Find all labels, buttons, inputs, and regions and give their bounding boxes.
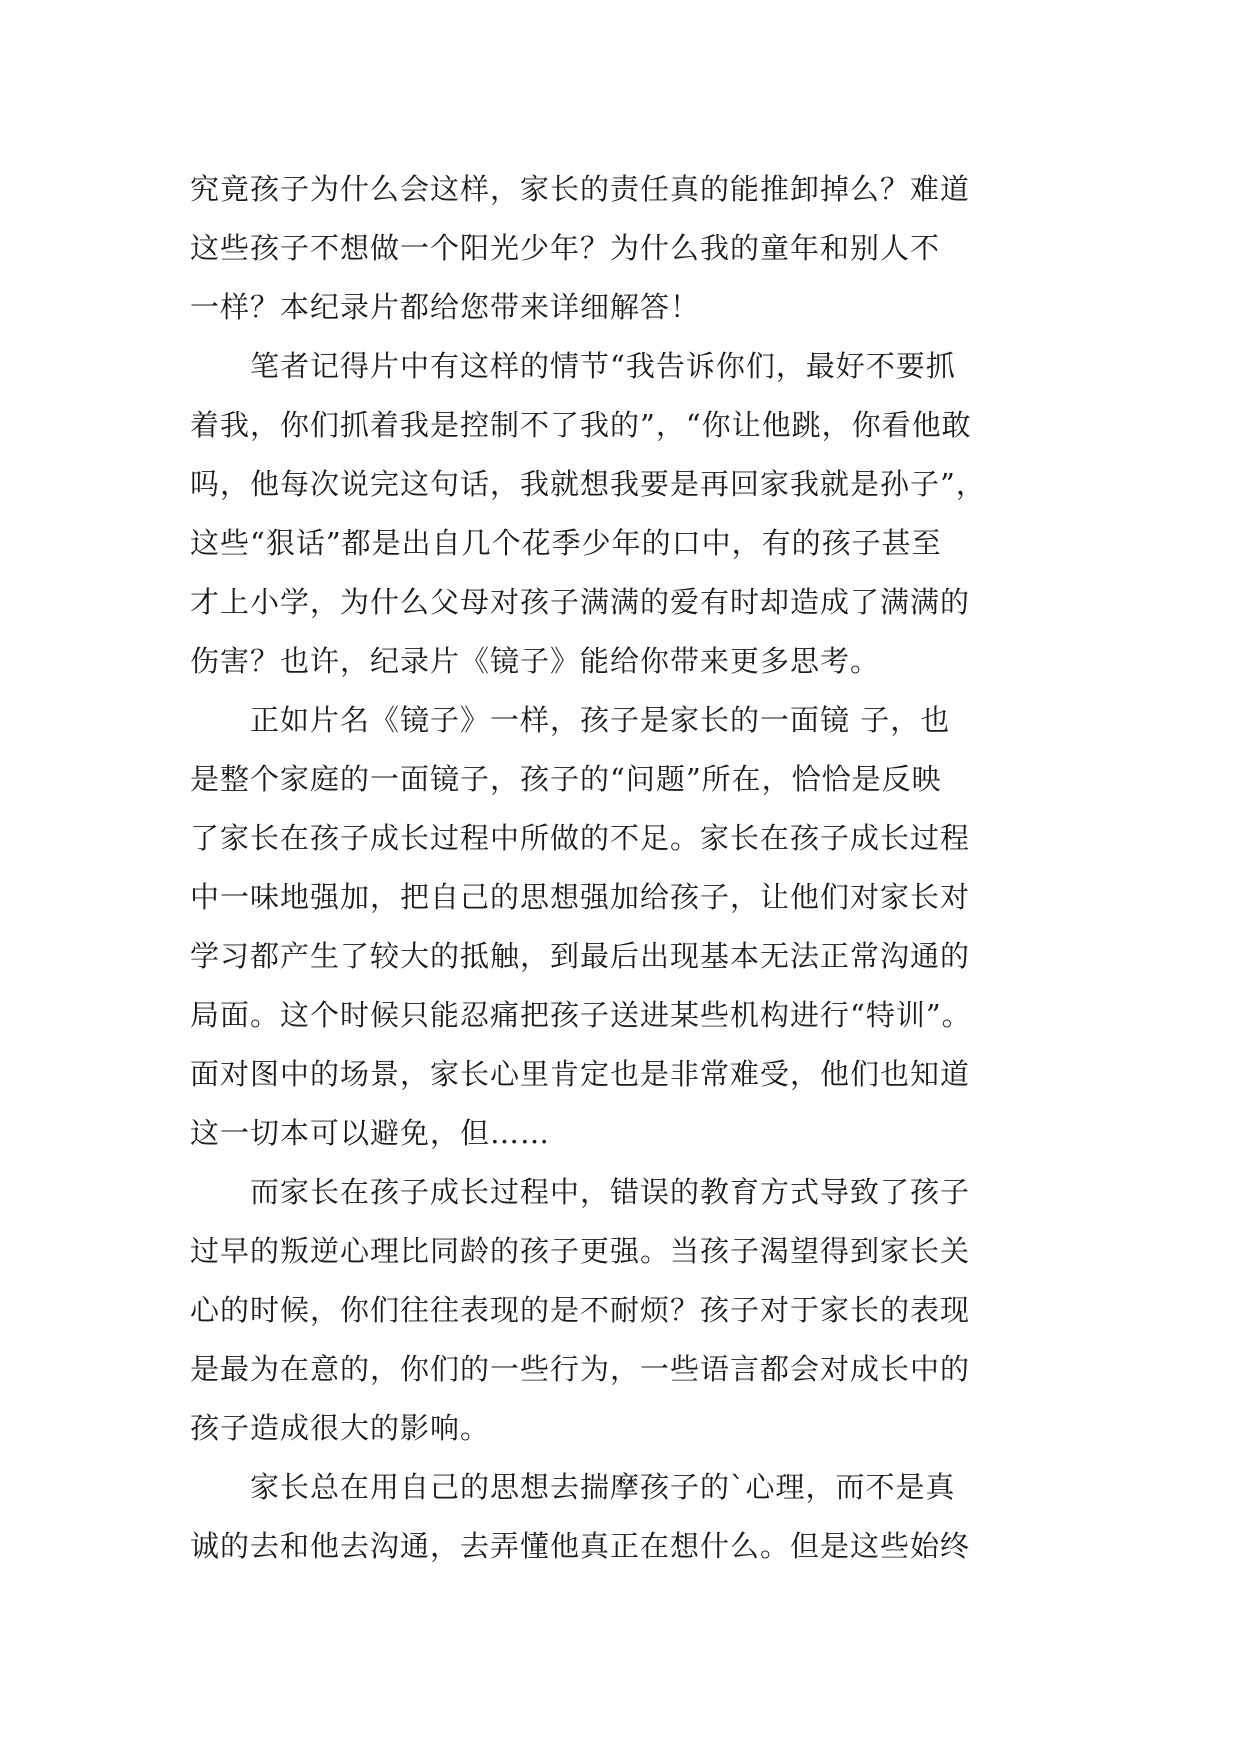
text-line: 伤害？也许，纪录片《镜子》能给你带来更多思考。 <box>190 644 881 678</box>
document-body <box>190 160 1050 1576</box>
text-line: 了家长在孩子成长过程中所做的不足。家长在孩子成长过程 <box>190 821 971 855</box>
text-line: 是最为在意的，你们的一些行为，一些语言都会对成长中的 <box>190 1352 971 1386</box>
text-line: 一样？本纪录片都给您带来详细解答！ <box>190 290 701 324</box>
text-line: 过早的叛逆心理比同龄的孩子更强。当孩子渴望得到家长关 <box>190 1234 971 1268</box>
paragraph-first-line: 正如片名《镜子》一样，孩子是家长的一面镜 子，也 <box>250 703 951 737</box>
text-line: 才上小学，为什么父母对孩子满满的爱有时却造成了满满的 <box>190 585 971 619</box>
text-line: 诚的去和他去沟通，去弄懂他真正在想什么。但是这些始终 <box>190 1529 971 1563</box>
text-line: 局面。这个时候只能忍痛把孩子送进某些机构进行“特训”。 <box>190 998 972 1032</box>
paragraph-first-line: 家长总在用自己的思想去揣摩孩子的`心理，而不是真 <box>250 1470 956 1504</box>
text-line: 究竟孩子为什么会这样，家长的责任真的能推卸掉么？难道 <box>190 172 971 206</box>
text-line: 是整个家庭的一面镜子，孩子的“问题”所在，恰恰是反映 <box>190 762 942 796</box>
text-line: 着我，你们抓着我是控制不了我的”，“你让他跳，你看他敢 <box>190 408 972 442</box>
text-line: 孩子造成很大的影响。 <box>190 1411 491 1445</box>
text-line: 学习都产生了较大的抵触，到最后出现基本无法正常沟通的 <box>190 939 971 973</box>
text-line: 面对图中的场景，家长心里肯定也是非常难受，他们也知道 <box>190 1057 971 1091</box>
paragraph-first-line: 而家长在孩子成长过程中，错误的教育方式导致了孩子 <box>250 1175 971 1209</box>
paragraph-first-line: 笔者记得片中有这样的情节“我告诉你们，最好不要抓 <box>250 349 956 383</box>
text-line: 中一味地强加，把自己的思想强加给孩子，让他们对家长对 <box>190 880 971 914</box>
text-line: 这些“狠话”都是出自几个花季少年的口中，有的孩子甚至 <box>190 526 942 560</box>
text-line: 吗，他每次说完这句话，我就想我要是再回家我就是孙子”， <box>190 467 986 501</box>
text-line: 心的时候，你们往往表现的是不耐烦？孩子对于家长的表现 <box>190 1293 971 1327</box>
text-line: 这一切本可以避免，但…… <box>190 1116 551 1150</box>
text-line: 这些孩子不想做一个阳光少年？为什么我的童年和别人不 <box>190 231 941 265</box>
